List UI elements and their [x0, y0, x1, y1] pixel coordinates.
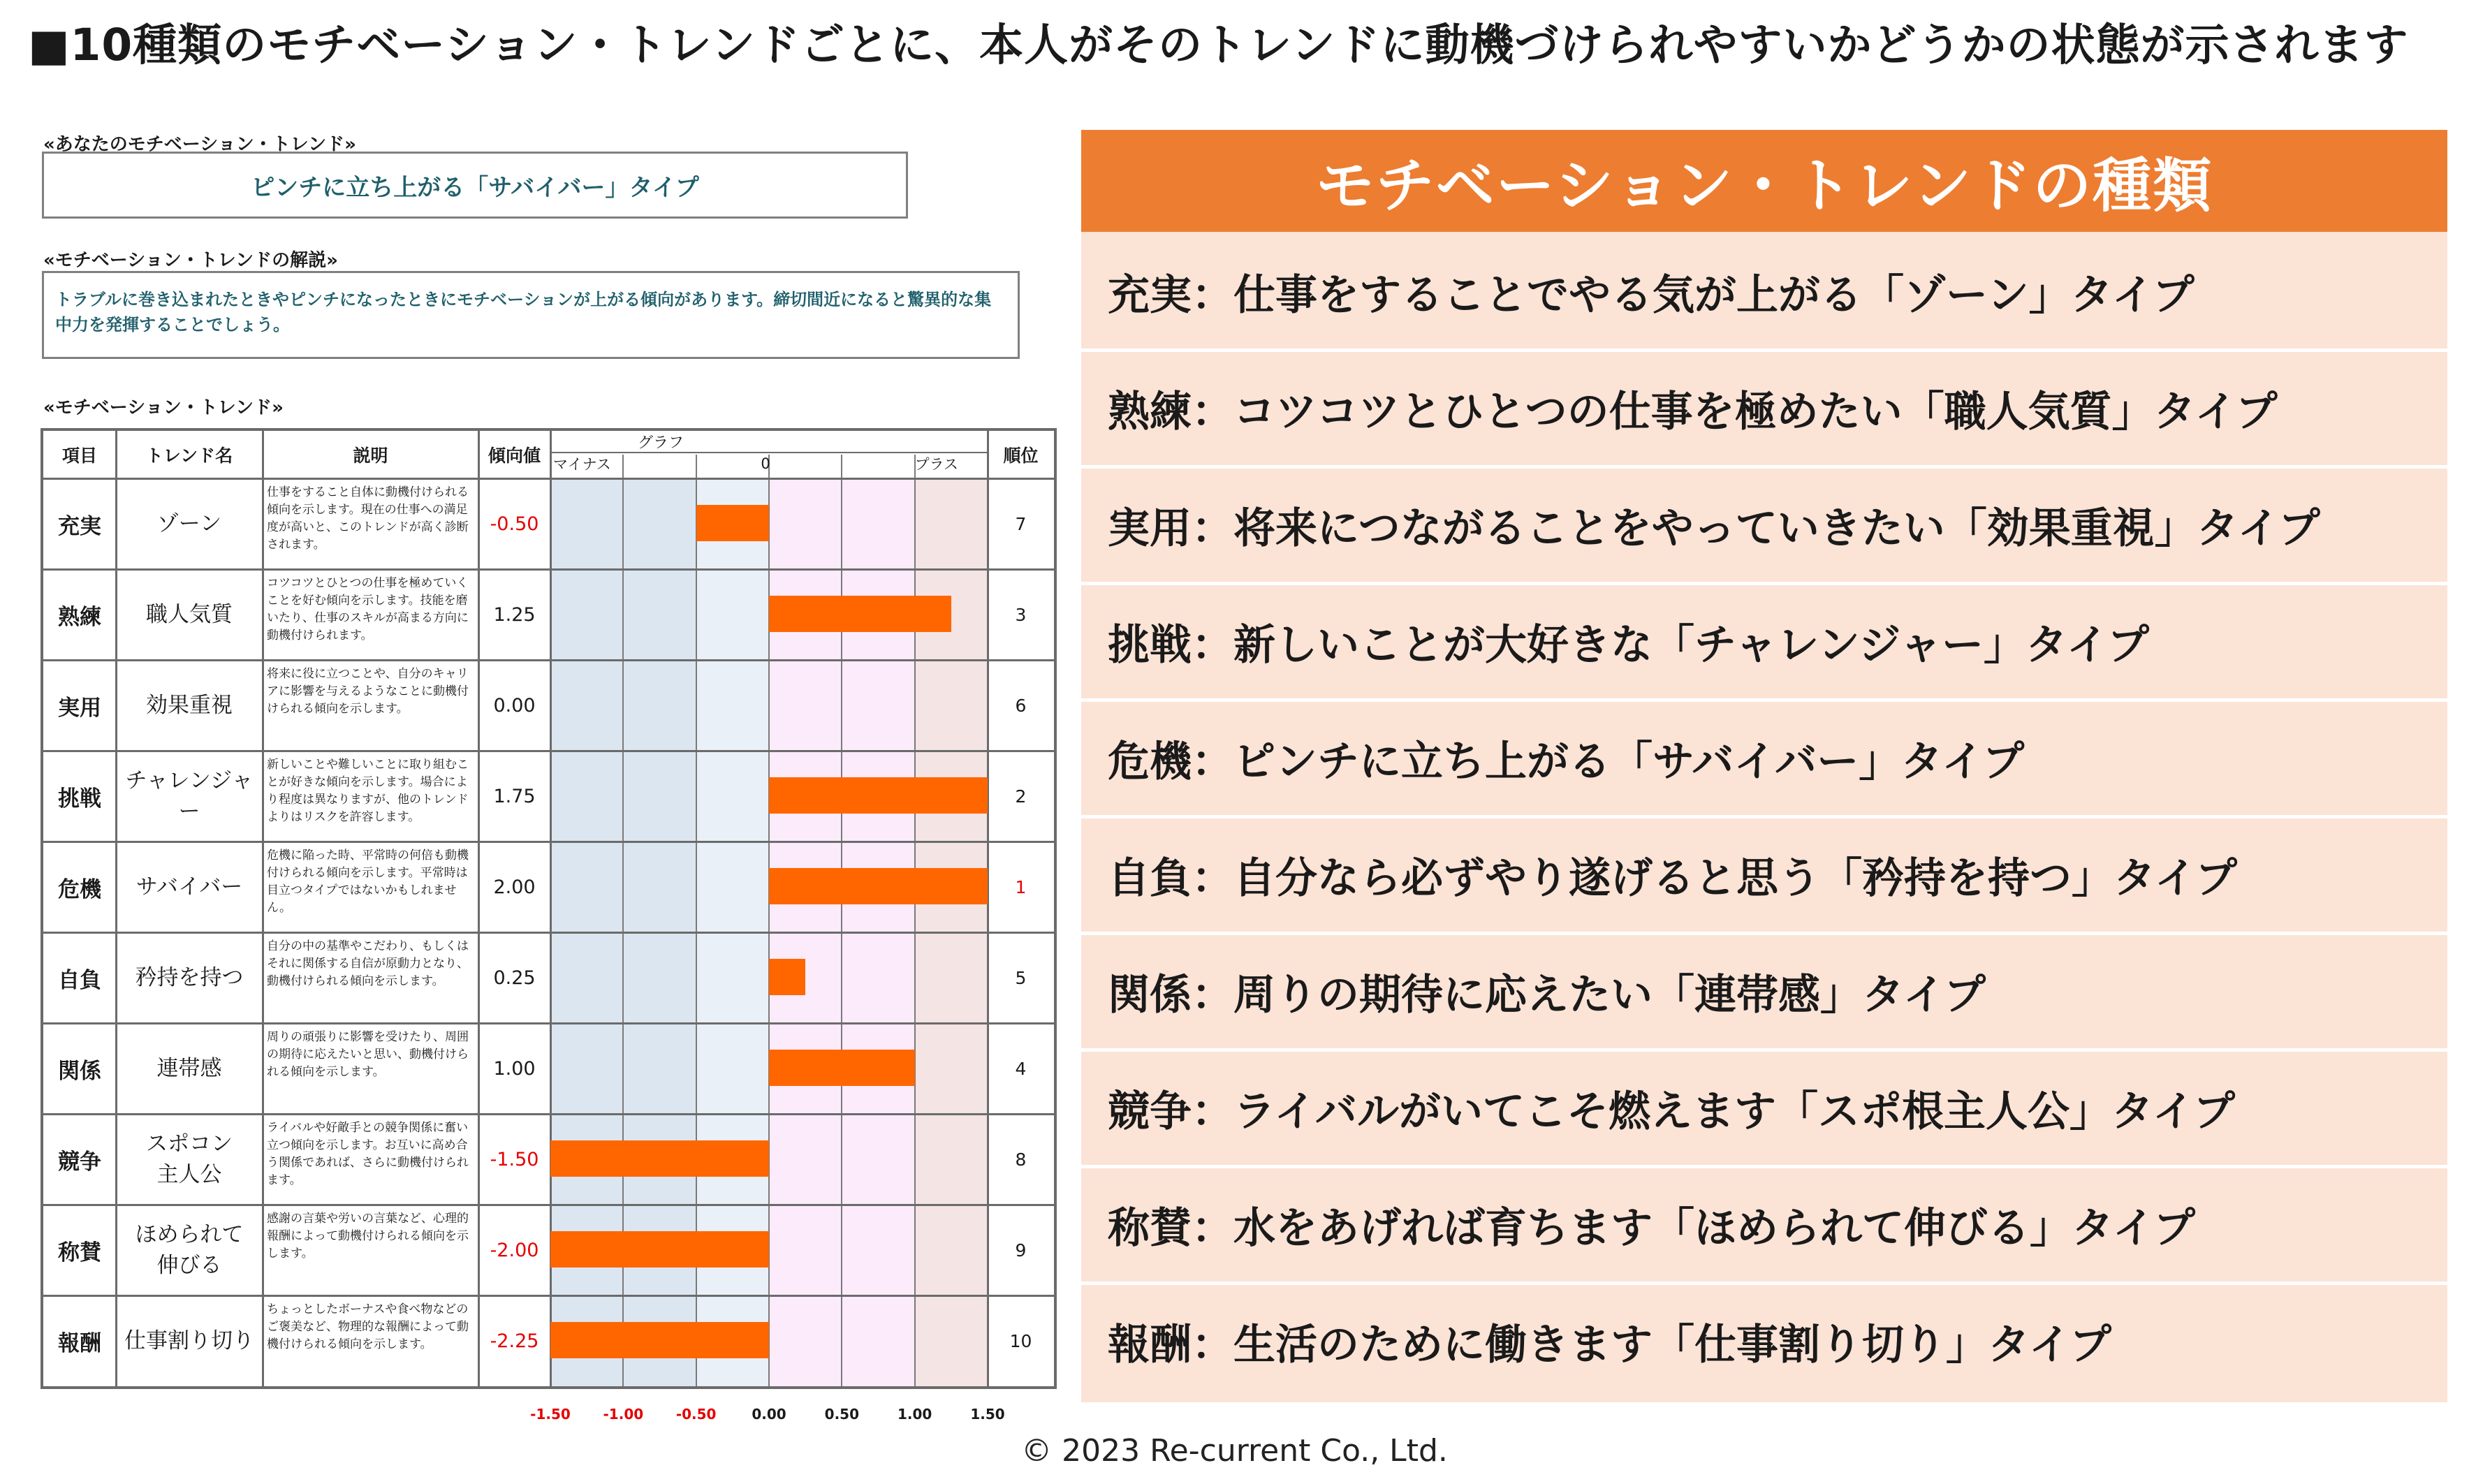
row-item: 挑戦: [58, 786, 101, 811]
trend-bar: [550, 1322, 769, 1358]
row-trend-value: -0.50: [490, 513, 539, 535]
row-trend-value: 1.25: [493, 603, 536, 626]
header-rank: 順位: [1003, 446, 1039, 466]
row-description: 仕事をすること自体に動機付けられる傾向を示します。現在の仕事への満足度が高いと、このトレンドが高く診断されます。: [267, 485, 469, 552]
row-description: 自分の中の基準やこだわり、もしくはそれに関係する自信が原動力となり、動機付けられる傾向を示します。: [267, 939, 469, 988]
your-trend-box: [42, 152, 908, 219]
row-trend-name: 連帯感: [156, 1056, 222, 1081]
row-item: 自負: [58, 967, 101, 993]
row-trend-value: -1.50: [490, 1148, 539, 1170]
your-trend-label: «あなたのモチベーション・トレンド»: [43, 134, 356, 155]
row-rank: 2: [1015, 786, 1027, 807]
trend-bar: [696, 505, 769, 541]
header-desc: 説明: [353, 446, 388, 466]
row-item: 関係: [58, 1058, 101, 1084]
trend-desc-box: トラブルに巻き込まれたときやピンチになったときにモチベーションが上がる傾向があります。締切間近になると驚異的な集中力を発揮することでしょう。: [42, 271, 1020, 359]
row-rank: 4: [1015, 1058, 1027, 1079]
x-tick-label: 0.50: [824, 1406, 860, 1423]
row-rank: 10: [1009, 1330, 1032, 1351]
x-tick-label: 0.00: [752, 1406, 786, 1423]
trend-bar: [769, 959, 805, 995]
row-trend-value: 0.00: [493, 694, 536, 717]
row-trend-name: 矜持を持つ: [135, 965, 244, 990]
row-item: 危機: [58, 876, 101, 902]
row-description: コツコツとひとつの仕事を極めていくことを好む傾向を示します。技能を磨いたり、仕事のスキルが高まる方向に動機付けられます。: [267, 576, 469, 642]
x-tick-label: 1.50: [970, 1406, 1005, 1423]
trend-type-item: 充実：仕事をすることでやる気が上がる「ゾーン」タイプ: [1108, 271, 2195, 320]
header-item: 項目: [61, 446, 97, 466]
row-rank: 1: [1015, 876, 1027, 897]
x-tick-label: -0.50: [675, 1406, 717, 1423]
row-description: 危機に陥った時、平常時の何倍も動機付けられる傾向を示します。平常時は目立つタイプではないかもしれません。: [267, 848, 469, 915]
graph-gridline: [914, 455, 916, 1386]
your-trend-value: ピンチに立ち上がる「サバイバー」タイプ: [251, 173, 699, 202]
row-trend-value: -2.25: [490, 1330, 539, 1352]
row-description: 感謝の言葉や労いの言葉など、心理的報酬によって動機付けられる傾向を示します。: [267, 1212, 469, 1261]
row-trend-value: -2.00: [490, 1239, 539, 1261]
row-trend-name: スポコン 主人公: [146, 1131, 233, 1187]
row-rank: 3: [1015, 604, 1027, 625]
row-description: 周りの頑張りに影響を受けたり、周囲の期待に応えたいと思い、動機付けられる傾向を示します。: [267, 1030, 469, 1079]
trend-bar: [769, 596, 951, 632]
row-item: 報酬: [58, 1330, 101, 1356]
row-item: 熟練: [58, 604, 101, 630]
trend-bar: [550, 1231, 769, 1268]
row-description: 新しいことや難しいことに取り組むことが好きな傾向を示します。場合により程度は異なりますが、他のトレンドよりはリスクを許容します。: [267, 758, 469, 824]
row-description: ちょっとしたボーナスや食べ物などのご褒美など、物理的な報酬によって動機付けられる傾向を示します。: [267, 1302, 469, 1351]
row-trend-value: 2.00: [493, 876, 536, 898]
row-item: 競争: [58, 1149, 101, 1175]
row-trend-value: 1.00: [493, 1057, 536, 1080]
trend-type-item: 競争：ライバルがいてこそ燃えます「スポ根主人公」タイプ: [1108, 1087, 2235, 1136]
trend-desc-label: «モチベーション・トレンドの解説»: [43, 250, 338, 271]
row-item: 称賛: [58, 1240, 101, 1265]
x-tick-label: -1.00: [603, 1406, 644, 1423]
row-description: 将来に役に立つことや、自分のキャリアに影響を与えるようなことに動機付けられる傾向を示します。: [267, 667, 469, 716]
row-rank: 6: [1015, 695, 1027, 716]
row-description: ライバルや好敵手との競争関係に奮い立つ傾向を示します。お互いに高め合う関係であれば、さらに動機付けられます。: [267, 1121, 469, 1187]
row-trend-value: 1.75: [493, 785, 536, 807]
trend-bar: [769, 868, 988, 904]
header-zero: 0: [761, 455, 770, 472]
header-name: トレンド名: [145, 446, 233, 466]
row-trend-name: 職人気質: [146, 602, 233, 627]
row-trend-name: ゾーン: [156, 511, 222, 536]
trend-bar: [769, 777, 988, 814]
row-trend-value: 0.25: [493, 967, 536, 989]
trend-bar: [550, 1140, 769, 1177]
row-trend-name: チャレンジャー: [125, 768, 254, 824]
copyright: © 2023 Re-current Co., Ltd.: [1021, 1433, 1448, 1469]
x-tick-label: 1.00: [897, 1406, 932, 1423]
trend-type-item: 実用：将来につながることをやっていきたい「効果重視」タイプ: [1108, 504, 2320, 553]
trend-type-item: 熟練：コツコツとひとつの仕事を極めたい「職人気質」タイプ: [1108, 388, 2278, 436]
trend-type-item: 自負：自分なら必ずやり遂げると思う「矜持を持つ」タイプ: [1108, 854, 2237, 903]
row-rank: 9: [1015, 1240, 1027, 1261]
trend-type-item: 称賛：水をあげれば育ちます「ほめられて伸びる」タイプ: [1108, 1204, 2195, 1253]
row-trend-name: サバイバー: [135, 874, 243, 899]
motivation-trend-table: [41, 428, 1057, 1389]
row-trend-name: ほめられて 伸びる: [135, 1222, 244, 1278]
graph-gridline: [841, 455, 842, 1386]
row-item: 充実: [58, 513, 101, 539]
trend-type-item: 報酬：生活のために働きます「仕事割り切り」タイプ: [1108, 1321, 2111, 1369]
trend-type-item: 危機：ピンチに立ち上がる「サバイバー」タイプ: [1108, 737, 2025, 786]
header-plus: プラス: [914, 456, 958, 473]
trend-bar: [769, 1050, 915, 1086]
header-value: 傾向値: [488, 446, 541, 466]
trend-type-item: 挑戦：新しいことが大好きな「チャレンジャー」タイプ: [1108, 621, 2149, 670]
trend-type-item: 関係：周りの期待に応えたい「連帯感」タイプ: [1108, 971, 1986, 1020]
trend-types-title: モチベーション・トレンドの種類: [1081, 130, 2447, 232]
header-graph: グラフ: [637, 434, 684, 452]
row-rank: 5: [1015, 967, 1027, 988]
trend-table-label: «モチベーション・トレンド»: [43, 397, 284, 418]
row-rank: 7: [1015, 513, 1027, 534]
x-tick-label: -1.50: [530, 1406, 571, 1423]
row-trend-name: 効果重視: [146, 693, 233, 718]
row-rank: 8: [1015, 1149, 1027, 1170]
headline: ■10種類のモチベーション・トレンドごとに、本人がそのトレンドに動機づけられやすいかどうかの状態が示されます: [28, 20, 2409, 71]
header-minus: マイナス: [553, 456, 611, 473]
row-item: 実用: [58, 695, 101, 721]
row-trend-name: 仕事割り切り: [124, 1328, 254, 1353]
